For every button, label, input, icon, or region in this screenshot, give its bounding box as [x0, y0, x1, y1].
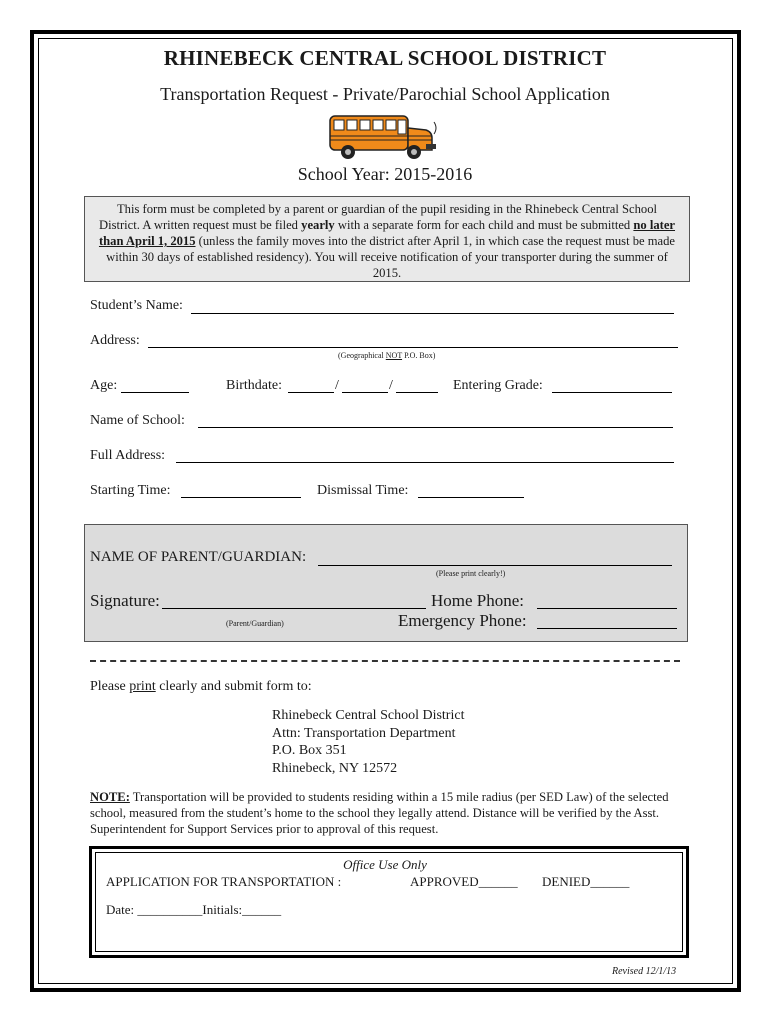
birthdate-separator: /	[389, 378, 393, 393]
student-name-field[interactable]	[191, 313, 674, 314]
intro-box	[84, 196, 690, 282]
intro-text-1: This form must be completed by a parent or guardian of the pupil residing in the Rhinebeck Central School District. A written request must be filed	[98, 202, 657, 232]
submit-lead-print: print	[129, 679, 156, 694]
date-initials-field[interactable]: Date: __________Initials:______	[106, 902, 282, 917]
birth-year-field[interactable]	[396, 392, 438, 393]
emergency-phone-label: Emergency Phone:	[398, 611, 527, 630]
application-label: APPLICATION FOR TRANSPORTATION :	[106, 874, 342, 889]
address-field[interactable]	[148, 347, 678, 348]
bus-window	[373, 120, 383, 130]
revision-date: Revised 12/1/13	[612, 966, 677, 977]
school-bus-icon	[326, 108, 442, 164]
school-name-field[interactable]	[198, 427, 673, 428]
signature-field[interactable]	[162, 608, 426, 609]
cut-line-divider	[90, 660, 680, 662]
office-use-title: Office Use Only	[343, 857, 427, 872]
bus-windshield	[398, 120, 406, 134]
transport-note	[90, 789, 686, 837]
entering-grade-field[interactable]	[552, 392, 672, 393]
school-name-label: Name of School:	[90, 413, 185, 428]
mailing-address-line: Attn: Transportation Department	[272, 726, 456, 741]
bus-hubcap	[345, 149, 351, 155]
form-subtitle: Transportation Request - Private/Parochial School Application	[160, 84, 610, 104]
mailing-address-line: Rhinebeck, NY 12572	[272, 761, 398, 776]
age-label: Age:	[90, 378, 118, 393]
bus-bumper	[426, 144, 436, 149]
submit-instructions	[90, 679, 312, 695]
denied-field[interactable]: DENIED______	[542, 874, 630, 889]
birthdate-label: Birthdate:	[226, 378, 282, 393]
intro-yearly: yearly	[301, 218, 335, 232]
guardian-name-field[interactable]	[318, 565, 672, 566]
bus-window	[347, 120, 357, 130]
bus-hubcap	[411, 149, 417, 155]
print-note: (Please print clearly!)	[436, 569, 506, 578]
full-address-field[interactable]	[176, 462, 674, 463]
bus-window	[386, 120, 396, 130]
mailing-address-line: P.O. Box 351	[272, 743, 347, 758]
dismissal-time-label: Dismissal Time:	[317, 483, 409, 498]
emergency-phone-field[interactable]	[537, 628, 677, 629]
school-year: School Year: 2015-2016	[297, 164, 473, 184]
dismissal-time-field[interactable]	[418, 497, 524, 498]
note-text: Transportation will be provided to students residing within a 15 mile radius (per SED Law) of the selected school, measured from the student’s home to the school they legally attend. Distance will be verified by the Asst. Superintendent for Support Services prior to approval of this request.	[90, 790, 669, 836]
intro-deadline: no later than April 1, 2015	[98, 218, 676, 248]
submit-lead-after: clearly and submit form to:	[155, 679, 312, 694]
bus-window	[334, 120, 344, 130]
district-title: RHINEBECK CENTRAL SCHOOL DISTRICT	[163, 46, 607, 70]
bus-window	[360, 120, 370, 130]
student-name-label: Student’s Name:	[90, 298, 183, 313]
birthdate-separator: /	[335, 378, 339, 393]
guardian-section	[84, 524, 688, 642]
intro-text-2: with a separate form for each child and must be submitted	[334, 218, 634, 232]
age-field[interactable]	[121, 392, 189, 393]
address-note-suffix: P.O. Box)	[402, 351, 436, 360]
mailing-address-line: Rhinebeck Central School District	[272, 708, 465, 723]
submit-lead-before: Please	[90, 679, 130, 694]
intro-text-3: (unless the family moves into the district after April 1, in which case the request must be made within 30 days of established residency). You will receive notification of your transporter during the summer of 2015.	[106, 234, 676, 280]
address-note-prefix: (Geographical	[338, 351, 386, 360]
birth-month-field[interactable]	[288, 392, 334, 393]
note-label: NOTE:	[90, 790, 130, 804]
guardian-name-label: NAME OF PARENT/GUARDIAN:	[90, 549, 307, 565]
address-note-not: NOT	[385, 351, 403, 360]
starting-time-label: Starting Time:	[90, 483, 171, 498]
signature-note: (Parent/Guardian)	[226, 619, 284, 628]
full-address-label: Full Address:	[90, 448, 166, 463]
entering-grade-label: Entering Grade:	[453, 378, 543, 393]
home-phone-field[interactable]	[537, 608, 677, 609]
birth-day-field[interactable]	[342, 392, 388, 393]
signature-label: Signature:	[90, 591, 160, 610]
address-note	[338, 351, 435, 360]
bus-mirror	[434, 122, 436, 134]
approved-field[interactable]: APPROVED______	[410, 874, 518, 889]
home-phone-label: Home Phone:	[431, 591, 525, 610]
address-label: Address:	[90, 333, 140, 348]
starting-time-field[interactable]	[181, 497, 301, 498]
